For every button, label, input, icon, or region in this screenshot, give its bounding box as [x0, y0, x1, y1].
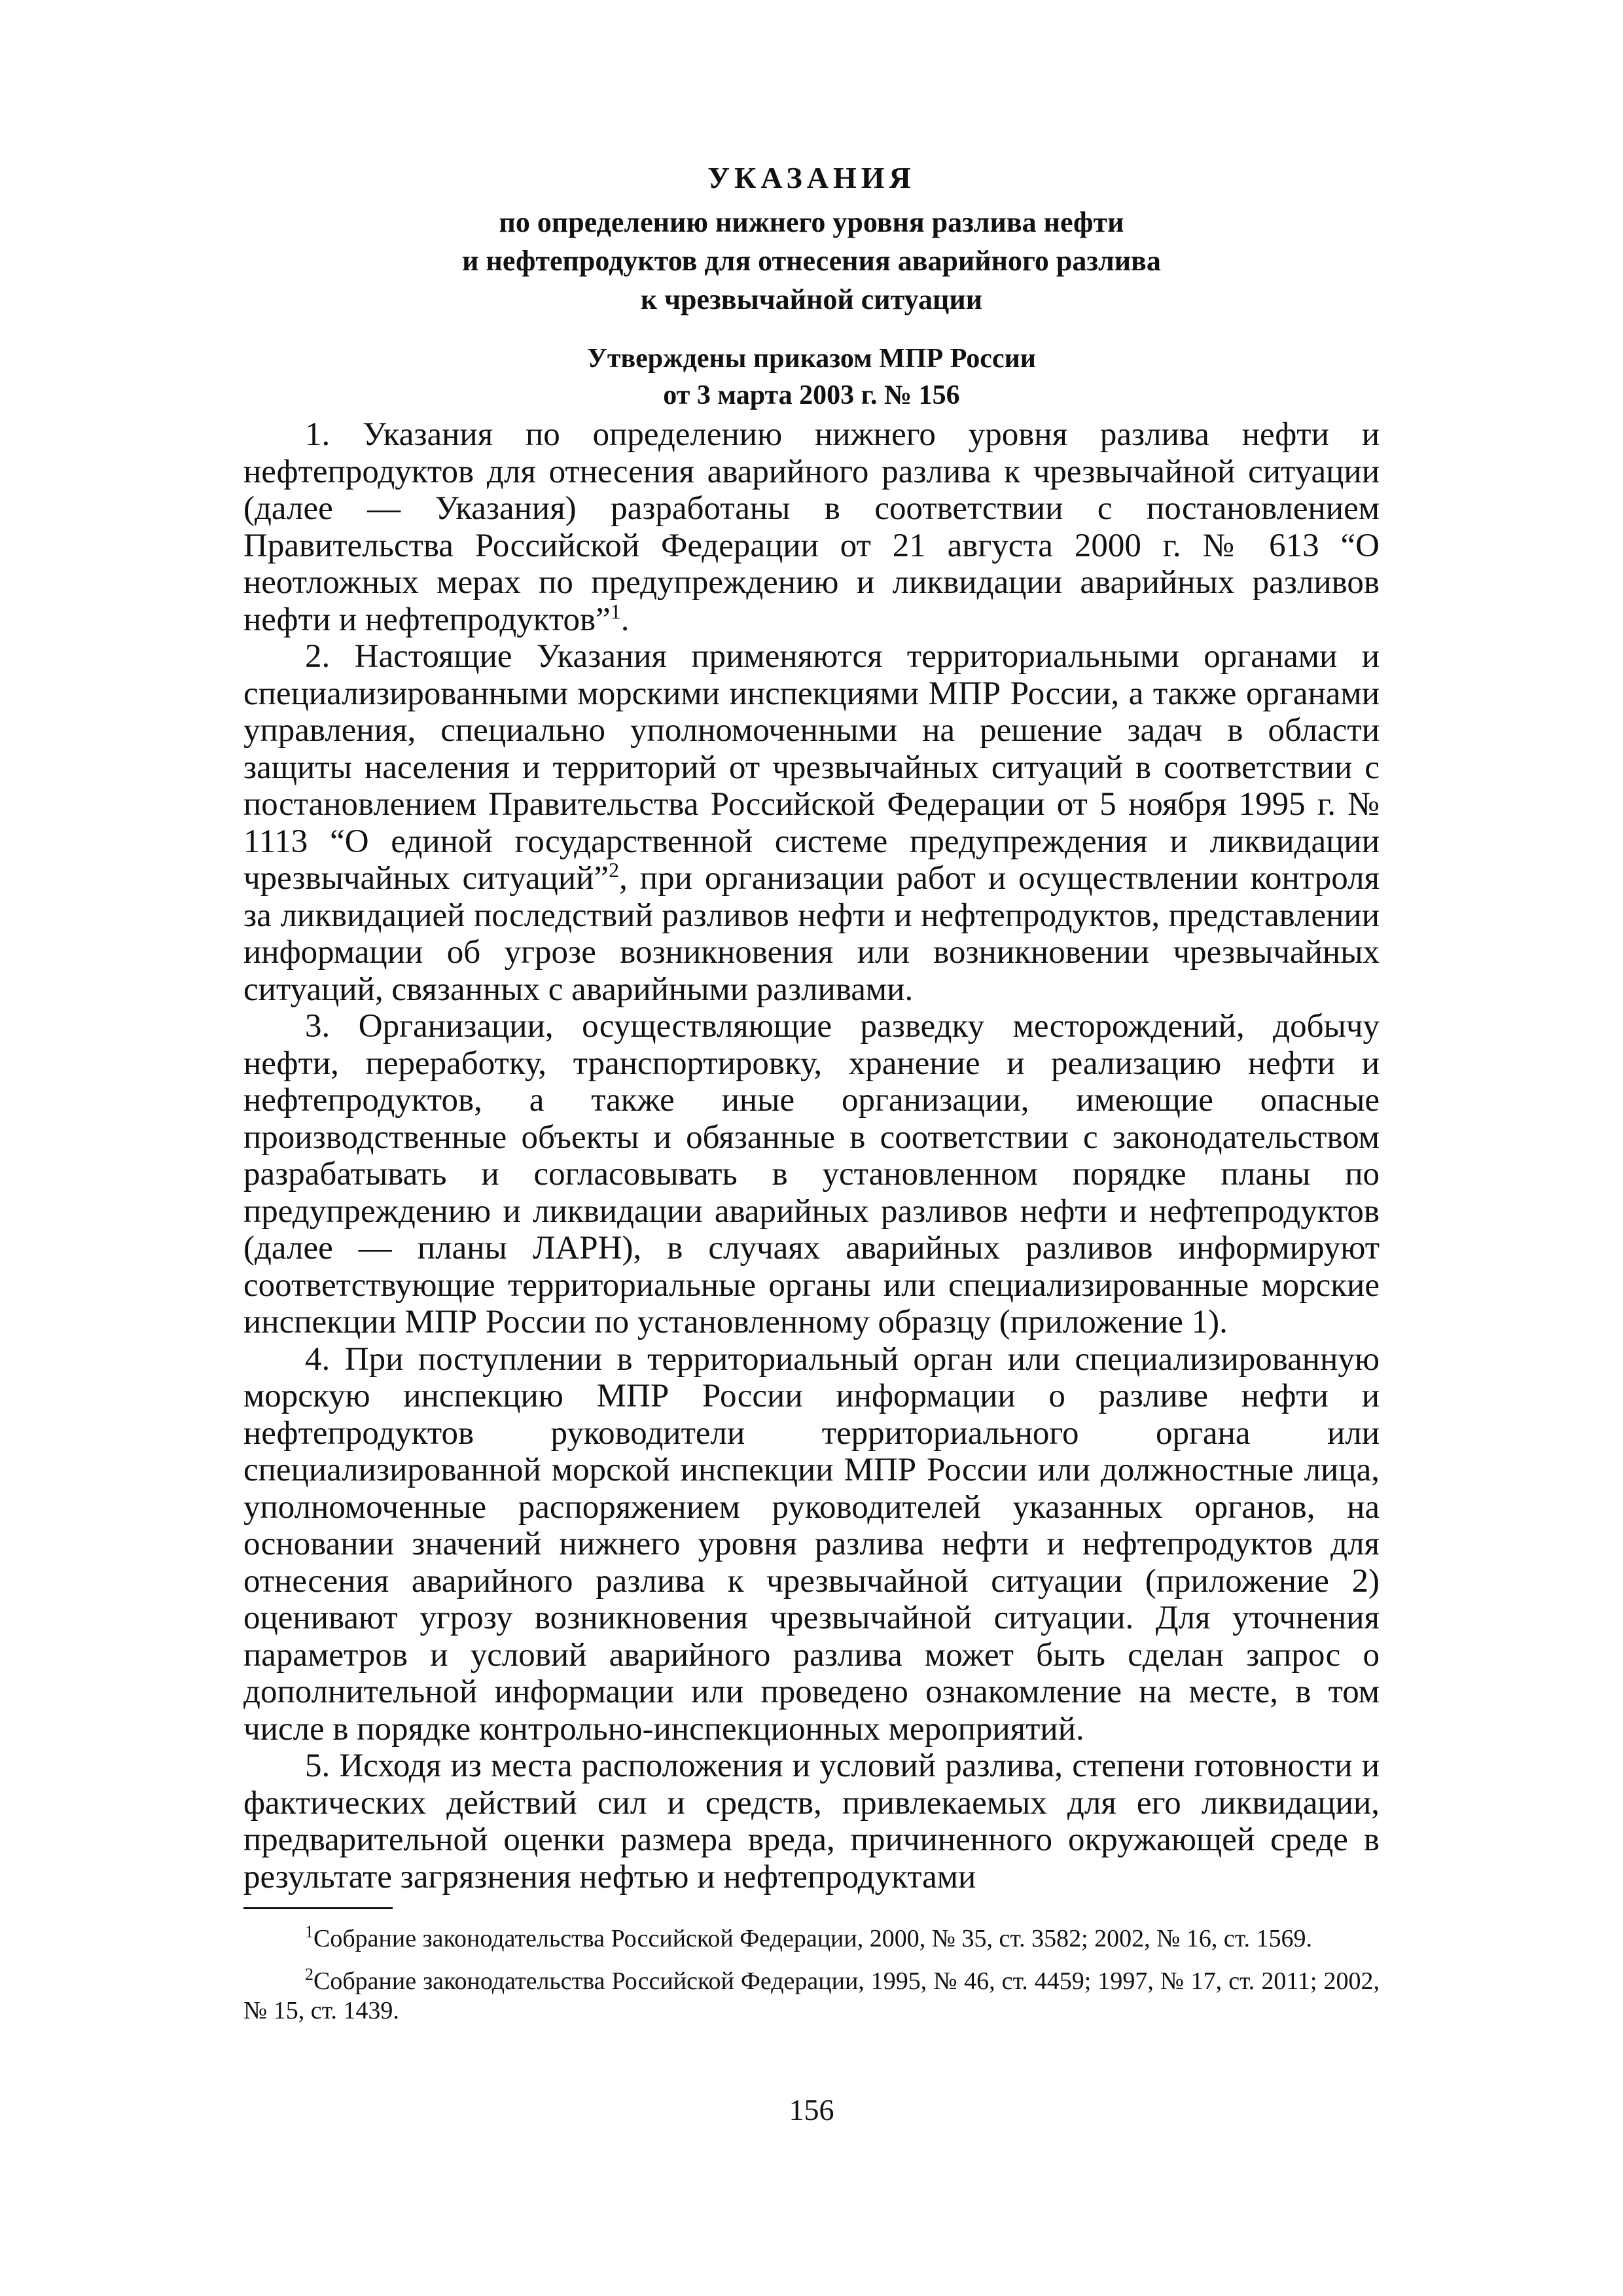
approval-line: от 3 марта 2003 г. № 156 — [663, 380, 960, 410]
footnote-mark: 2 — [305, 1965, 313, 1984]
subtitle-line: к чрезвычайной ситуации — [640, 283, 983, 315]
document-subtitle — [262, 203, 1361, 319]
paragraph-text: , при организации работ и осуществлении контроля за ликвидацией последствий разливов нефти и нефтепродуктов, представлении информации об угрозе возникновения или возникновении чрезвычайных ситуаций, связанных с аварийными разливами. — [243, 860, 1380, 1008]
subtitle-line: по определению нижнего уровня разлива нефти — [499, 206, 1124, 238]
footnote-mark: 1 — [305, 1922, 313, 1941]
footnote-text: Собрание законодательства Российской Федерации, 2000, № 35, ст. 3582; 2002, № 16, ст. 1569. — [313, 1925, 1313, 1952]
document-title: УКАЗАНИЯ — [707, 161, 916, 194]
paragraph-text: 2. Настоящие Указания применяются территориальными органами и специализированными морскими инспекциями МПР России, а также органами управления, специально уполномоченными на решение задач в области защиты населения и территорий от чрезвычайных ситуаций в соответствии с постановлением Правительства Российской Федерации от 5 ноября 1995 г. № 1113 “О единой государственной системе предупреждения и ликвидации чрезвычайных ситуаций” — [243, 638, 1380, 897]
footnote-2 — [243, 1967, 1380, 2026]
document-body — [243, 416, 1380, 1895]
footnote-divider — [243, 1907, 393, 1909]
paragraph-text: 5. Исходя из места расположения и условий разлива, степени готовности и фактических действий сил и средств, привлекаемых для его ликвидации, предварительной оценки размера вреда, причиненного окружающей среде в результате загрязнения нефтью и нефтепродуктами — [243, 1748, 1380, 1895]
page-number: 156 — [789, 2093, 834, 2126]
paragraph-text: 4. При поступлении в территориальный орган или специализированную морскую инспекцию МПР России информации о разливе нефти и нефтепродуктов руководители территориального органа или специализированной морской инспекции МПР России или должностные лица, уполномоченные распоряжением руководителей указанных органов, на основании значений нижнего уровня разлива нефти и нефтепродуктов для отнесения аварийного разлива к чрезвычайной ситуации (приложение 2) оценивают угрозу возникновения чрезвычайной ситуации. Для уточнения параметров и условий аварийного разлива может быть сделан запрос о дополнительной информации или проведено ознакомление на месте, в том числе в порядке контрольно-инспекционных мероприятий. — [243, 1340, 1380, 1748]
paragraph-5 — [243, 1748, 1380, 1895]
paragraph-text: 3. Организации, осуществляющие разведку месторождений, добычу нефти, переработку, транспортировку, хранение и реализацию нефти и нефтепродуктов, а также иные организации, имеющие опасные производственные объекты и обязанные в соответствии с законодательством разрабатывать и согласовывать в установленном порядке планы по предупреждению и ликвидации аварийных разливов нефти и нефтепродуктов (далее — планы ЛАРН), в случаях аварийных разливов информируют соответствующие территориальные органы или специализированные морские инспекции МПР России по установленному образцу (приложение 1). — [243, 1008, 1380, 1340]
footnote-ref: 1 — [610, 599, 621, 623]
paragraph-text: 1. Указания по определению нижнего уровня разлива нефти и нефтепродуктов для отнесения аварийного разлива к чрезвычайной ситуации (далее — Указания) разработаны в соответствии с постановлением Правительства Российской Федерации от 21 августа 2000 г. № 613 “О неотложных мерах по предупреждению и ликвидации аварийных разливов нефти и нефтепродуктов” — [243, 416, 1380, 638]
footnotes — [243, 1924, 1380, 2039]
approval-block — [262, 340, 1361, 414]
subtitle-line: и нефтепродуктов для отнесения аварийного разлива — [462, 245, 1161, 277]
footnote-ref: 2 — [609, 858, 620, 882]
paragraph-3 — [243, 1008, 1380, 1341]
footnote-text: Собрание законодательства Российской Федерации, 1995, № 46, ст. 4459; 1997, № 17, ст. 2011; 2002, № 15, ст. 1439. — [243, 1967, 1380, 2024]
paragraph-text: . — [620, 601, 630, 638]
footnote-1 — [243, 1924, 1380, 1954]
paragraph-1 — [243, 416, 1380, 638]
paragraph-4 — [243, 1341, 1380, 1748]
approval-line: Утверждены приказом МПР России — [587, 344, 1036, 374]
paragraph-2 — [243, 638, 1380, 1008]
